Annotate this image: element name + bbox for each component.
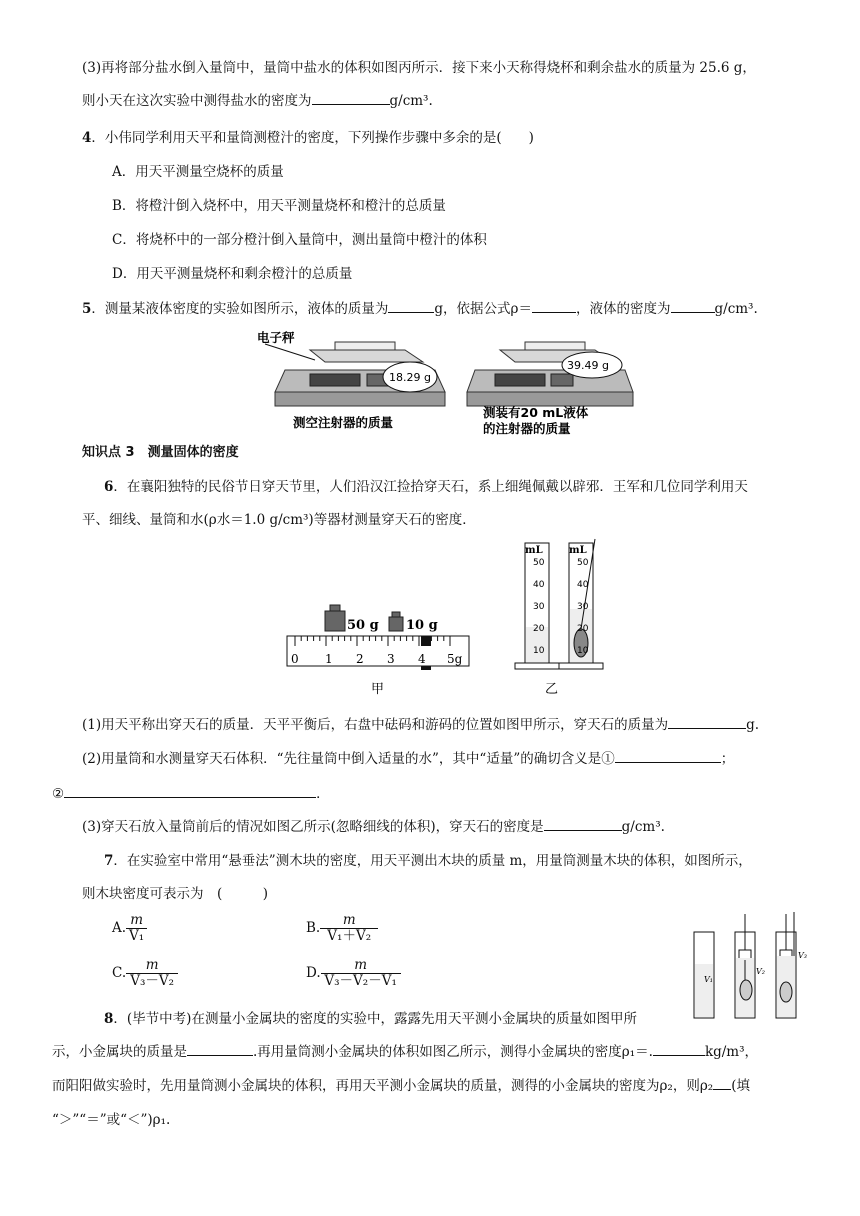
tick-label-4: 4 xyxy=(418,652,426,666)
q7-c-num: m xyxy=(126,958,178,974)
cyl1-mark-10: 10 xyxy=(533,646,545,656)
q6-line1: 6．在襄阳独特的民俗节日穿天节里，人们沿汉江捡拾穿天石，系上细绳佩戴以辟邪．王军和几位同学利用天 xyxy=(104,479,748,495)
q6-density-blank[interactable] xyxy=(544,816,622,831)
section-heading: 知识点 3 测量固体的密度 xyxy=(82,445,239,460)
q7-option-b: B. $\frac{m}{\text{V₁＋V₂}}$ xyxy=(306,913,378,944)
q5-formula-blank[interactable] xyxy=(532,298,576,313)
q7-d-num: m xyxy=(321,958,401,974)
rider xyxy=(421,636,431,646)
q5-figure xyxy=(255,330,635,438)
q7-option-a: A. $\frac{m}{\text{V₁}}$ xyxy=(112,913,147,944)
q6-part2: (2)用量筒和水测量穿天石体积．“先往量筒中倒入适量的水”，其中“适量”的确切含义是① ； xyxy=(82,748,734,769)
q5-density-blank[interactable] xyxy=(671,298,715,313)
tick-label-3: 3 xyxy=(387,652,395,666)
cyl2-mark-40: 40 xyxy=(577,580,589,590)
weight-10g xyxy=(389,612,403,631)
q7-label-v1: V₁ xyxy=(704,975,713,984)
cyl1-unit: mL xyxy=(525,545,543,556)
q8-mass-blank[interactable] xyxy=(187,1041,253,1056)
q8-line4: “＞”“＝”或“＜”)ρ₁. xyxy=(52,1112,171,1128)
q5-mass-blank[interactable] xyxy=(388,298,434,313)
q8-line1: 8．(毕节中考)在测量小金属块的密度的实验中，露露先用天平测小金属块的质量如图甲所 xyxy=(104,1011,637,1027)
q6-part1: (1)用天平称出穿天石的质量．天平平衡后，右盘中砝码和游码的位置如图甲所示，穿天石的质量为 g. xyxy=(82,714,759,735)
tick-label-2: 2 xyxy=(356,652,364,666)
q7-a-num: m xyxy=(126,913,147,929)
q7-label-v2: V₂ xyxy=(756,967,765,976)
beam-ruler xyxy=(287,636,469,666)
scale-label: 电子秤 xyxy=(257,330,295,345)
q8-compare-blank[interactable] xyxy=(713,1075,731,1090)
tick-label-5: 5g xyxy=(447,652,463,666)
q4-option-b: B．将橙汁倒入烧杯中，用天平测量烧杯和橙汁的总质量 xyxy=(112,198,446,214)
figure-caption-jia: 甲 xyxy=(371,682,385,697)
cyl1-mark-20: 20 xyxy=(533,624,545,634)
q7-option-d: D. $\frac{m}{\text{V₃－V₂－V₁}}$ xyxy=(306,958,401,989)
cyl2-unit: mL xyxy=(569,545,587,556)
q7-label-v3: V₃ xyxy=(798,951,807,960)
cyl2-mark-10: 10 xyxy=(577,646,589,656)
q8-line3: 而阳阳做实验时，先用量筒测小金属块的体积，再用天平测小金属块的质量，测得的小金属块的密度为ρ₂，则ρ₂ (填 xyxy=(52,1075,750,1096)
tick-label-0: 0 xyxy=(291,652,299,666)
scale-2-caption-b: 的注射器的质量 xyxy=(483,421,571,436)
cyl2-mark-50: 50 xyxy=(577,558,589,568)
q4-option-a: A．用天平测量空烧杯的质量 xyxy=(112,164,284,180)
weight-10g-label: 10 g xyxy=(406,618,438,633)
cyl1-mark-40: 40 xyxy=(533,580,545,590)
q6-adequate-blank-2[interactable] xyxy=(64,783,316,798)
q7-a-den: V₁ xyxy=(129,928,145,944)
q7-line1: 7．在实验室中常用“悬垂法”测木块的密度，用天平测出木块的质量 m，用量筒测量木块的体积，如图所示， xyxy=(104,853,752,869)
q8-line2: 示，小金属块的质量是 .再用量筒测小金属块的体积如图乙所示，测得小金属块的密度ρ₁＝. kg/m³， xyxy=(52,1041,758,1062)
cyl2-mark-30: 30 xyxy=(577,602,589,612)
weight-50g-label: 50 g xyxy=(347,618,379,633)
figure-caption-yi: 乙 xyxy=(545,682,559,697)
tick-label-1: 1 xyxy=(325,652,333,666)
q3-line1: (3)再将部分盐水倒入量筒中，量筒中盐水的体积如图丙所示．接下来小天称得烧杯和剩余盐水的质量为 25.6 g， xyxy=(82,60,756,76)
scale-2-caption-a: 测装有20 mL液体 xyxy=(483,405,589,420)
q7-line2: 则木块密度可表示为 ( ) xyxy=(82,886,269,902)
cyl2-mark-20: 20 xyxy=(577,624,589,634)
q4-stem: 4．小伟同学利用天平和量筒测橙汁的密度，下列操作步骤中多余的是( ) xyxy=(82,130,534,146)
scale-1-caption: 测空注射器的质量 xyxy=(293,415,394,430)
cyl1-mark-30: 30 xyxy=(533,602,545,612)
q3-answer-blank[interactable] xyxy=(312,90,390,105)
q6-part2-cont: ② ． xyxy=(52,783,330,804)
q7-figure xyxy=(690,912,815,1024)
scale-2 xyxy=(467,342,633,406)
q4-option-c: C．将烧杯中的一部分橙汁倒入量筒中，测出量筒中橙汁的体积 xyxy=(112,232,487,248)
q8-density-blank[interactable] xyxy=(653,1041,705,1056)
q7-option-c: C. $\frac{m}{\text{V₃－V₂}}$ xyxy=(112,958,178,989)
cyl1-mark-50: 50 xyxy=(533,558,545,568)
scale-2-reading: 39.49 g xyxy=(567,359,609,372)
q6-part3: (3)穿天石放入量筒前后的情况如图乙所示(忽略细线的体积)，穿天石的密度是 g/cm³. xyxy=(82,816,665,837)
q7-b-den: V₁＋V₂ xyxy=(327,928,372,944)
q5-stem: 5．测量某液体密度的实验如图所示，液体的质量为 g，依据公式ρ＝ ，液体的密度为 g/cm³. xyxy=(82,298,758,319)
scale-1-reading: 18.29 g xyxy=(389,371,431,384)
q6-figure xyxy=(285,535,615,697)
q6-adequate-blank-1[interactable] xyxy=(615,748,721,763)
q3-line2: 则小天在这次实验中测得盐水的密度为 g/cm³. xyxy=(82,90,433,111)
q7-d-den: V₃－V₂－V₁ xyxy=(324,973,397,989)
q6-line2: 平、细线、量筒和水(ρ水＝1.0 g/cm³)等器材测量穿天石的密度． xyxy=(82,512,476,528)
q7-c-den: V₃－V₂ xyxy=(130,973,175,989)
weight-50g xyxy=(325,605,345,631)
q6-mass-blank[interactable] xyxy=(668,714,746,729)
q7-b-num: m xyxy=(320,913,378,929)
q4-option-d: D．用天平测量烧杯和剩余橙汁的总质量 xyxy=(112,266,353,282)
